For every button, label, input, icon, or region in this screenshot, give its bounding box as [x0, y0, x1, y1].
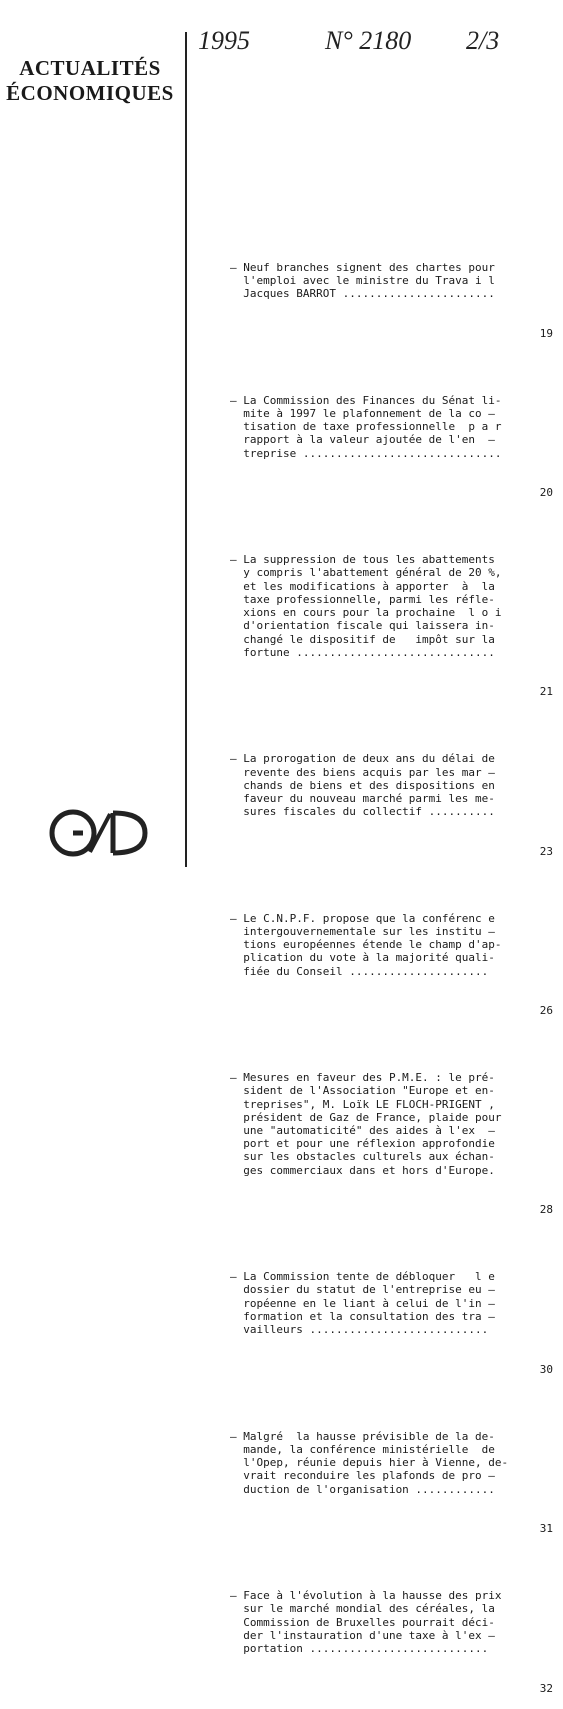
- entry-page-number: 26: [539, 1004, 553, 1018]
- entry-text: – Mesures en faveur des P.M.E. : le pré- sident de l'Association "Europe et en- treprises", M. Loïk LE FLOCH-PRIGENT , président de Gaz de France, plaide pour une "automaticité" des aides à l'ex – port et pour une réflexion approfondie sur les obstacles culturels aux échan- ges commerciaux dans et hors d'Europe.: [230, 1071, 502, 1177]
- entry-text: – La Commission tente de débloquer l e dossier du statut de l'entreprise eu – ropéenne en le liant à celui de l'in – formation et la consultation des tra – vailleurs ...........................: [230, 1270, 495, 1337]
- entry-text: – La suppression de tous les abattements y compris l'abattement général de 20 %, et les modifications à apporter à la taxe professionnelle, parmi les réfle- xions en cours pour la prochaine l o i d'orientation fiscale qui laissera in- changé le dispositif de impôt sur la fortune ..............................: [230, 553, 502, 659]
- list-item: [230, 1244, 558, 1376]
- handwritten-issue-number: N° 2180: [325, 26, 412, 55]
- entry-page-number: 28: [539, 1203, 553, 1217]
- gd-logo-icon: [45, 808, 155, 858]
- list-item: [230, 1403, 558, 1535]
- entry-text: – Le C.N.P.F. propose que la conférenc e intergouvernementale sur les institu – tions européennes étende le champ d'ap- plication du vote à la majorité quali- fiée du Conseil .....................: [230, 911, 502, 978]
- handwritten-page-count: 2/3: [466, 26, 500, 55]
- entry-page-number: 31: [539, 1522, 553, 1536]
- masthead-line-1: ACTUALITÉS: [19, 56, 161, 80]
- entry-text: – La prorogation de deux ans du délai de revente des biens acquis par les mar – chands de biens et des dispositions en faveur du nouveau marché parmi les me- sures fiscales du collectif ..........: [230, 752, 495, 819]
- entry-text: – Malgré la hausse prévisible de la de- mande, la conférence ministérielle de l'Opep, réunie depuis hier à Vienne, de- vrait reconduire les plafonds de pro – duction de l'organisation ............: [230, 1429, 509, 1496]
- entry-page-number: 32: [539, 1681, 553, 1695]
- entry-page-number: 20: [539, 486, 553, 500]
- list-item: [230, 726, 558, 858]
- list-item: [230, 527, 558, 699]
- list-item: [230, 1563, 558, 1695]
- vertical-rule: [185, 32, 187, 867]
- entry-text: – La Commission des Finances du Sénat li- mite à 1997 le plafonnement de la co – tisation de taxe professionnelle p a r rapport à la valeur ajoutée de l'en – treprise ..............................: [230, 393, 502, 460]
- entry-text: – Neuf branches signent des chartes pour l'emploi avec le ministre du Trava i l Jacques BARROT .......................: [230, 260, 495, 301]
- entry-text: – Face à l'évolution à la hausse des prix sur le marché mondial des céréales, la Commission de Bruxelles pourrait déci- der l'instauration d'une taxe à l'ex – portation ...........................: [230, 1589, 502, 1655]
- list-item: [230, 367, 558, 499]
- entry-page-number: 21: [539, 685, 553, 699]
- entry-page-number: 30: [539, 1362, 553, 1376]
- masthead-line-2: ÉCONOMIQUES: [6, 81, 174, 105]
- list-item: [230, 1045, 558, 1217]
- handwritten-year: 1995: [198, 26, 250, 55]
- entry-page-number: 19: [539, 326, 553, 340]
- list-item: [230, 234, 558, 340]
- list-item: [230, 885, 558, 1017]
- contents-list: [230, 208, 558, 1709]
- entry-page-number: 23: [539, 844, 553, 858]
- masthead: [0, 56, 180, 106]
